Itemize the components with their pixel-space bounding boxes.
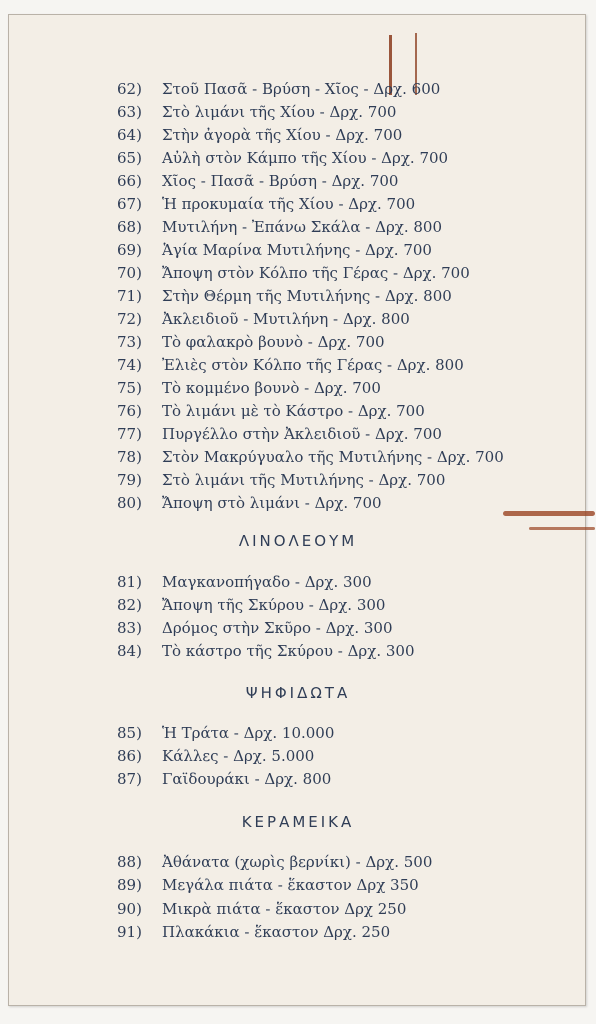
item-number: 77) — [117, 425, 142, 443]
item-number: 74) — [117, 356, 142, 374]
item-number: 80) — [117, 494, 142, 512]
item-number: 69) — [117, 241, 142, 259]
item-title-price: Ἄποψη τῆς Σκύρου - Δρχ. 300 — [162, 596, 386, 614]
item-number: 68) — [117, 218, 142, 236]
item-number: 73) — [117, 333, 142, 351]
item-title-price: Στὸν Μακρύγυαλο τῆς Μυτιλήνης - Δρχ. 700 — [162, 448, 504, 466]
item-title-price: Ἡ Τράτα - Δρχ. 10.000 — [162, 724, 335, 742]
item-title-price: Μαγκανοπήγαδο - Δρχ. 300 — [162, 573, 372, 591]
item-number: 87) — [117, 770, 142, 788]
item-number: 72) — [117, 310, 142, 328]
item-title-price: Τὸ φαλακρὸ βουνὸ - Δρχ. 700 — [162, 333, 385, 351]
item-number: 76) — [117, 402, 142, 420]
item-number: 63) — [117, 103, 142, 121]
item-number: 66) — [117, 172, 142, 190]
item-number: 81) — [117, 573, 142, 591]
item-number: 90) — [117, 899, 142, 918]
item-title-price: Ἀθάνατα (χωρὶς βερνίκι) - Δρχ. 500 — [162, 853, 433, 871]
item-number: 65) — [117, 149, 142, 167]
item-number: 70) — [117, 264, 142, 282]
item-title-price: Ἄποψη στὸ λιμάνι - Δρχ. 700 — [162, 494, 382, 512]
item-number: 71) — [117, 287, 142, 305]
item-title-price: Δρόμος στὴν Σκῦρο - Δρχ. 300 — [162, 619, 393, 637]
item-number: 62) — [117, 80, 142, 98]
section-heading-mosaics: ΨΗΦΙΔΩΤΑ — [245, 684, 351, 702]
item-title-price: Τὸ λιμάνι μὲ τὸ Κάστρο - Δρχ. 700 — [162, 402, 425, 420]
item-title-price: Στὴν ἀγορὰ τῆς Χίου - Δρχ. 700 — [162, 126, 403, 144]
item-number: 84) — [117, 642, 142, 660]
item-title-price: Μικρὰ πιάτα - ἕκαστον Δρχ 250 — [162, 899, 407, 918]
section-heading-linoleum: ΛΙΝΟΛΕΟΥΜ — [238, 532, 358, 550]
item-title-price: Ἐλιὲς στὸν Κόλπο τῆς Γέρας - Δρχ. 800 — [162, 356, 464, 374]
item-title-price: Πλακάκια - ἕκαστον Δρχ. 250 — [162, 922, 391, 941]
item-title-price: Μεγάλα πιάτα - ἕκαστον Δρχ 350 — [162, 876, 419, 895]
item-number: 79) — [117, 471, 142, 489]
item-title-price: Ἀκλειδιοῦ - Μυτιλήνη - Δρχ. 800 — [162, 310, 410, 328]
item-title-price: Στὸ λιμάνι τῆς Μυτιλήνης - Δρχ. 700 — [162, 471, 446, 489]
item-number: 64) — [117, 126, 142, 144]
item-number: 88) — [117, 853, 142, 871]
item-title-price: Στοῦ Πασᾶ - Βρύση - Χῖος - Δρχ. 600 — [162, 80, 441, 98]
item-title-price: Χῖος - Πασᾶ - Βρύση - Δρχ. 700 — [162, 172, 399, 190]
item-number: 89) — [117, 876, 142, 895]
item-title-price: Ἄποψη στὸν Κόλπο τῆς Γέρας - Δρχ. 700 — [162, 264, 470, 282]
item-number: 82) — [117, 596, 142, 614]
item-title-price: Στὸ λιμάνι τῆς Χίου - Δρχ. 700 — [162, 103, 397, 121]
item-title-price: Πυργέλλο στὴν Ἀκλειδιοῦ - Δρχ. 700 — [162, 425, 442, 443]
item-number: 67) — [117, 195, 142, 213]
item-title-price: Στὴν Θέρμη τῆς Μυτιλήνης - Δρχ. 800 — [162, 287, 452, 305]
rust-stain-mark — [503, 511, 595, 516]
item-number: 78) — [117, 448, 142, 466]
item-number: 85) — [117, 724, 142, 742]
item-number: 75) — [117, 379, 142, 397]
section-heading-ceramics: ΚΕΡΑΜΕΙΚΑ — [241, 813, 355, 831]
item-number: 83) — [117, 619, 142, 637]
item-number: 86) — [117, 747, 142, 765]
item-title-price: Τὸ κομμένο βουνὸ - Δρχ. 700 — [162, 379, 381, 397]
item-title-price: Κάλλες - Δρχ. 5.000 — [162, 747, 315, 765]
item-number: 91) — [117, 922, 142, 941]
item-title-price: Ἡ προκυμαία τῆς Χίου - Δρχ. 700 — [162, 195, 416, 213]
item-title-price: Ἁγία Μαρίνα Μυτιλήνης - Δρχ. 700 — [162, 241, 432, 259]
item-title-price: Γαϊδουράκι - Δρχ. 800 — [162, 770, 332, 788]
item-title-price: Αὐλὴ στὸν Κάμπο τῆς Χίου - Δρχ. 700 — [162, 149, 449, 167]
item-title-price: Μυτιλήνη - Ἐπάνω Σκάλα - Δρχ. 800 — [162, 218, 443, 236]
item-title-price: Τὸ κάστρο τῆς Σκύρου - Δρχ. 300 — [162, 642, 415, 660]
